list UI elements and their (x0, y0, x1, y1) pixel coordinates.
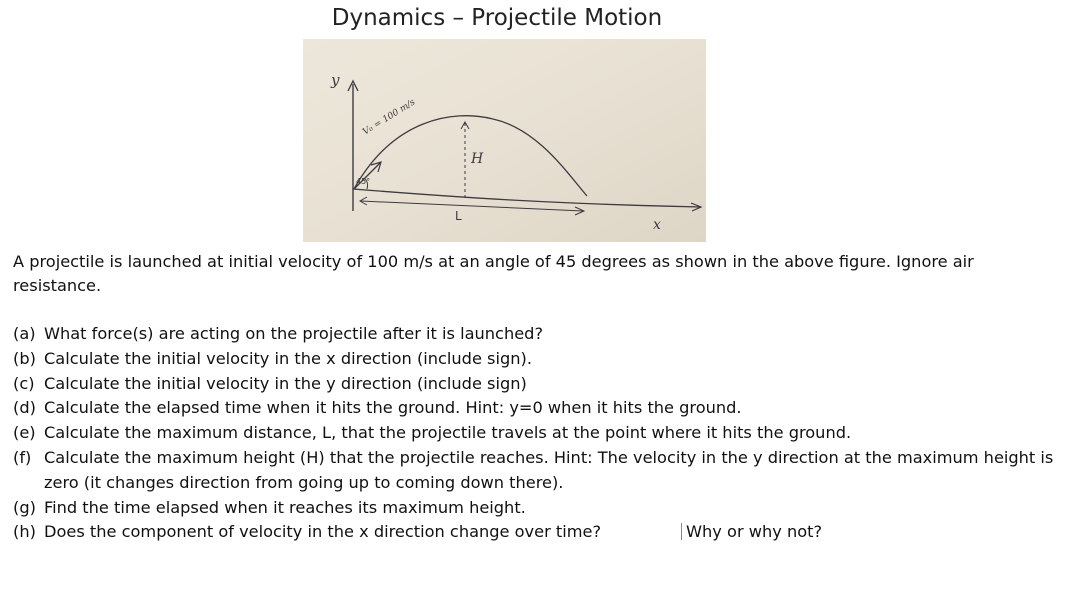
question-label: (b) (13, 348, 36, 368)
question-label: (d) (13, 398, 36, 418)
question-label: (a) (13, 324, 36, 343)
question-text-followup: Why or why not? (686, 522, 823, 542)
problem-intro: A projectile is launched at initial velocity of 100 m/s at an angle of 45 degrees as shown in the above figure. Ignore air resistance. (13, 252, 974, 295)
projectile-sketch (303, 39, 706, 242)
question-text: Calculate the initial velocity in the y direction (include sign) (44, 373, 527, 393)
velocity-label: V₀ = 100 m/s (361, 97, 418, 138)
x-axis-label: x (653, 217, 661, 233)
page-title: Dynamics – Projectile Motion (331, 5, 663, 31)
question-text: Calculate the maximum distance, L, that the projectile travels at the point where it hits the ground. (44, 423, 852, 443)
question-d (13, 396, 1063, 421)
question-label: (h) (13, 522, 36, 542)
question-e (13, 421, 1063, 446)
distance-label: L (455, 209, 462, 223)
text-cursor-mark (681, 523, 682, 540)
question-text: Does the component of velocity in the x direction change over time? (44, 522, 602, 542)
question-g (13, 496, 1063, 521)
question-text: What force(s) are acting on the projectile after it is launched? (44, 324, 544, 343)
question-c (13, 372, 1063, 397)
question-text: Calculate the maximum height (H) that the projectile reaches. Hint: The velocity in the y direction at the maximum height is zero (it changes direction from going up to coming down there). (44, 447, 1054, 492)
question-label: (c) (13, 373, 35, 393)
projectile-sketch-figure (303, 39, 706, 242)
question-text: Calculate the elapsed time when it hits the ground. Hint: y=0 when it hits the ground. (44, 398, 742, 418)
question-list (13, 322, 1063, 545)
question-label: (f) (13, 447, 32, 467)
paper-background (303, 39, 706, 242)
question-text: Find the time elapsed when it reaches its maximum height. (44, 497, 526, 517)
question-b (13, 347, 1063, 372)
question-f (13, 446, 1063, 496)
y-axis-label: y (331, 71, 340, 89)
question-text: Calculate the initial velocity in the x direction (include sign). (44, 348, 532, 368)
question-h (13, 520, 1063, 545)
question-a (13, 322, 1063, 347)
angle-label: 45° (356, 177, 371, 186)
question-label: (e) (13, 423, 36, 443)
question-label: (g) (13, 497, 36, 517)
height-label: H (471, 151, 484, 167)
